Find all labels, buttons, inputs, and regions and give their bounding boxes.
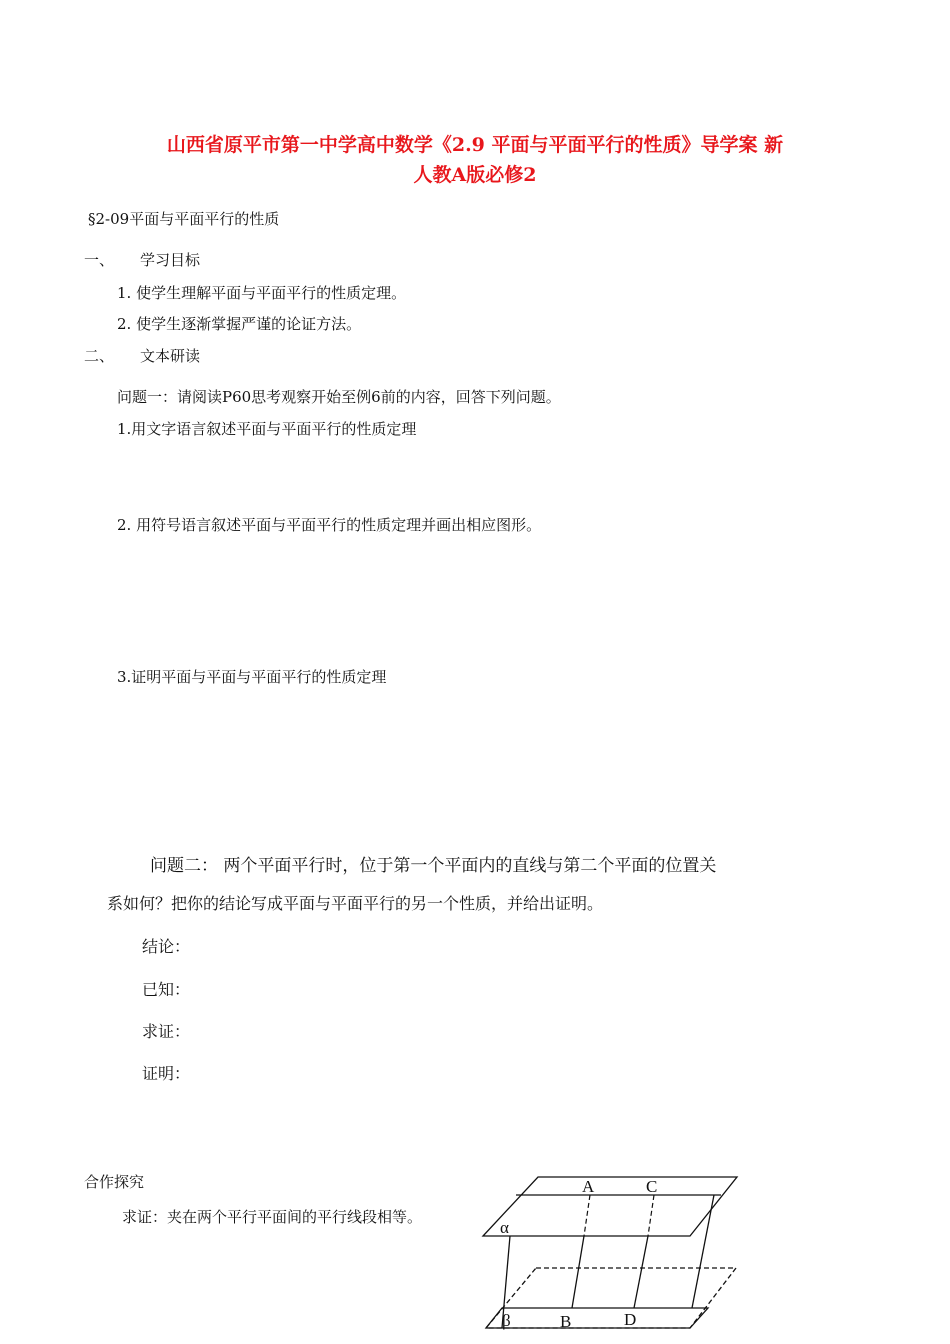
part2-number: 二、	[84, 347, 115, 365]
question2-line1: 问题二： 两个平面平行时，位于第一个平面内的直线与第二个平面的位置关	[150, 856, 717, 876]
conclusion-label: 结论：	[142, 937, 191, 956]
question1-item-3: 3.证明平面与平面与平面平行的性质定理	[117, 668, 387, 686]
segment-ab	[572, 1236, 584, 1308]
plane-beta	[486, 1308, 708, 1328]
document-title-line1: 山西省原平市第一中学高中数学《2.9 平面与平面平行的性质》导学案 新	[166, 134, 784, 156]
objective-item-1: 1. 使学生理解平面与平面平行的性质定理。	[117, 284, 407, 302]
cooperation-heading: 合作探究	[84, 1173, 145, 1191]
label-c: C	[646, 1177, 658, 1196]
segment-ab-hidden	[584, 1195, 590, 1236]
part2-heading: 文本研读	[140, 347, 201, 365]
question1-intro: 问题一：请阅读P60思考观察开始至例6前的内容，回答下列问题。	[117, 388, 561, 406]
label-beta: β	[502, 1311, 511, 1330]
objective-item-2: 2. 使学生逐渐掌握严谨的论证方法。	[117, 315, 362, 333]
label-d: D	[624, 1310, 637, 1329]
question1-item-2: 2. 用符号语言叙述平面与平面平行的性质定理并画出相应图形。	[117, 516, 542, 534]
label-alpha: α	[500, 1218, 509, 1237]
label-a: A	[582, 1177, 595, 1196]
plane-alpha	[483, 1177, 737, 1236]
document-title-line2: 人教A版必修2	[413, 164, 537, 186]
label-b: B	[560, 1312, 572, 1331]
cooperation-task: 求证：夹在两个平行平面间的平行线段相等。	[122, 1208, 423, 1226]
proof-label: 证明：	[142, 1064, 191, 1083]
section-heading: §2-09平面与平面平行的性质	[88, 210, 280, 228]
given-label: 已知：	[142, 980, 191, 999]
parallel-planes-figure	[478, 1170, 748, 1338]
part1-number: 一、	[84, 251, 115, 269]
segment-right	[692, 1195, 714, 1308]
question2-line2: 系如何？把你的结论写成平面与平面平行的另一个性质，并给出证明。	[107, 894, 604, 913]
part1-heading: 学习目标	[140, 251, 201, 269]
question1-item-1: 1.用文字语言叙述平面与平面平行的性质定理	[117, 420, 417, 438]
prove-label: 求证：	[142, 1022, 191, 1041]
segment-cd-hidden	[648, 1195, 654, 1236]
segment-cd	[634, 1236, 648, 1308]
